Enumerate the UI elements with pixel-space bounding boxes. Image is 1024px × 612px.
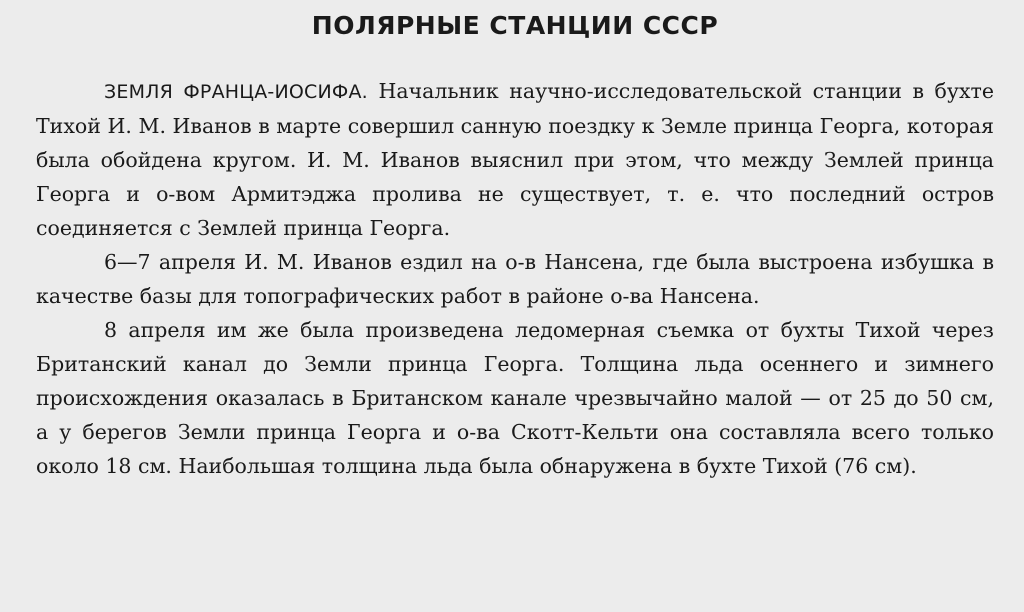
paragraph-2	[36, 245, 994, 313]
section-lead: ЗЕМЛЯ ФРАНЦА-ИОСИФА.	[104, 81, 368, 103]
paragraph-3	[36, 313, 994, 483]
paragraph-1	[36, 74, 994, 245]
paragraph-3-text: 8 апреля им же была произведена ледомерная съемка от бухты Тихой через Британский канал до Земли принца Георга. Толщина льда осеннего и зимнего происхождения оказалась в Британском канале чрезвычайно малой — от 25 до 50 см, а у берегов Земли принца Георга и о-ва Скотт-Кельти она составляла всего только около 18 см. Наибольшая толщина льда была обнаружена в бухте Тихой (76 см).	[36, 318, 994, 478]
page-title: ПОЛЯРНЫЕ СТАНЦИИ СССР	[311, 11, 719, 40]
paragraph-1-text: Начальник научно-исследовательской станции в бухте Тихой И. М. Иванов в марте совершил санную поездку к Земле принца Георга, которая была обойдена кругом. И. М. Иванов выяснил при этом, что между Землей принца Георга и о-вом Армитэджа пролива не существует, т. е. что последний остров соединяется с Землей принца Георга.	[36, 79, 994, 240]
paragraph-2-text: 6—7 апреля И. М. Иванов ездил на о-в Нансена, где была выстроена избушка в качестве базы для топографических работ в районе о-ва Нансена.	[36, 250, 994, 308]
